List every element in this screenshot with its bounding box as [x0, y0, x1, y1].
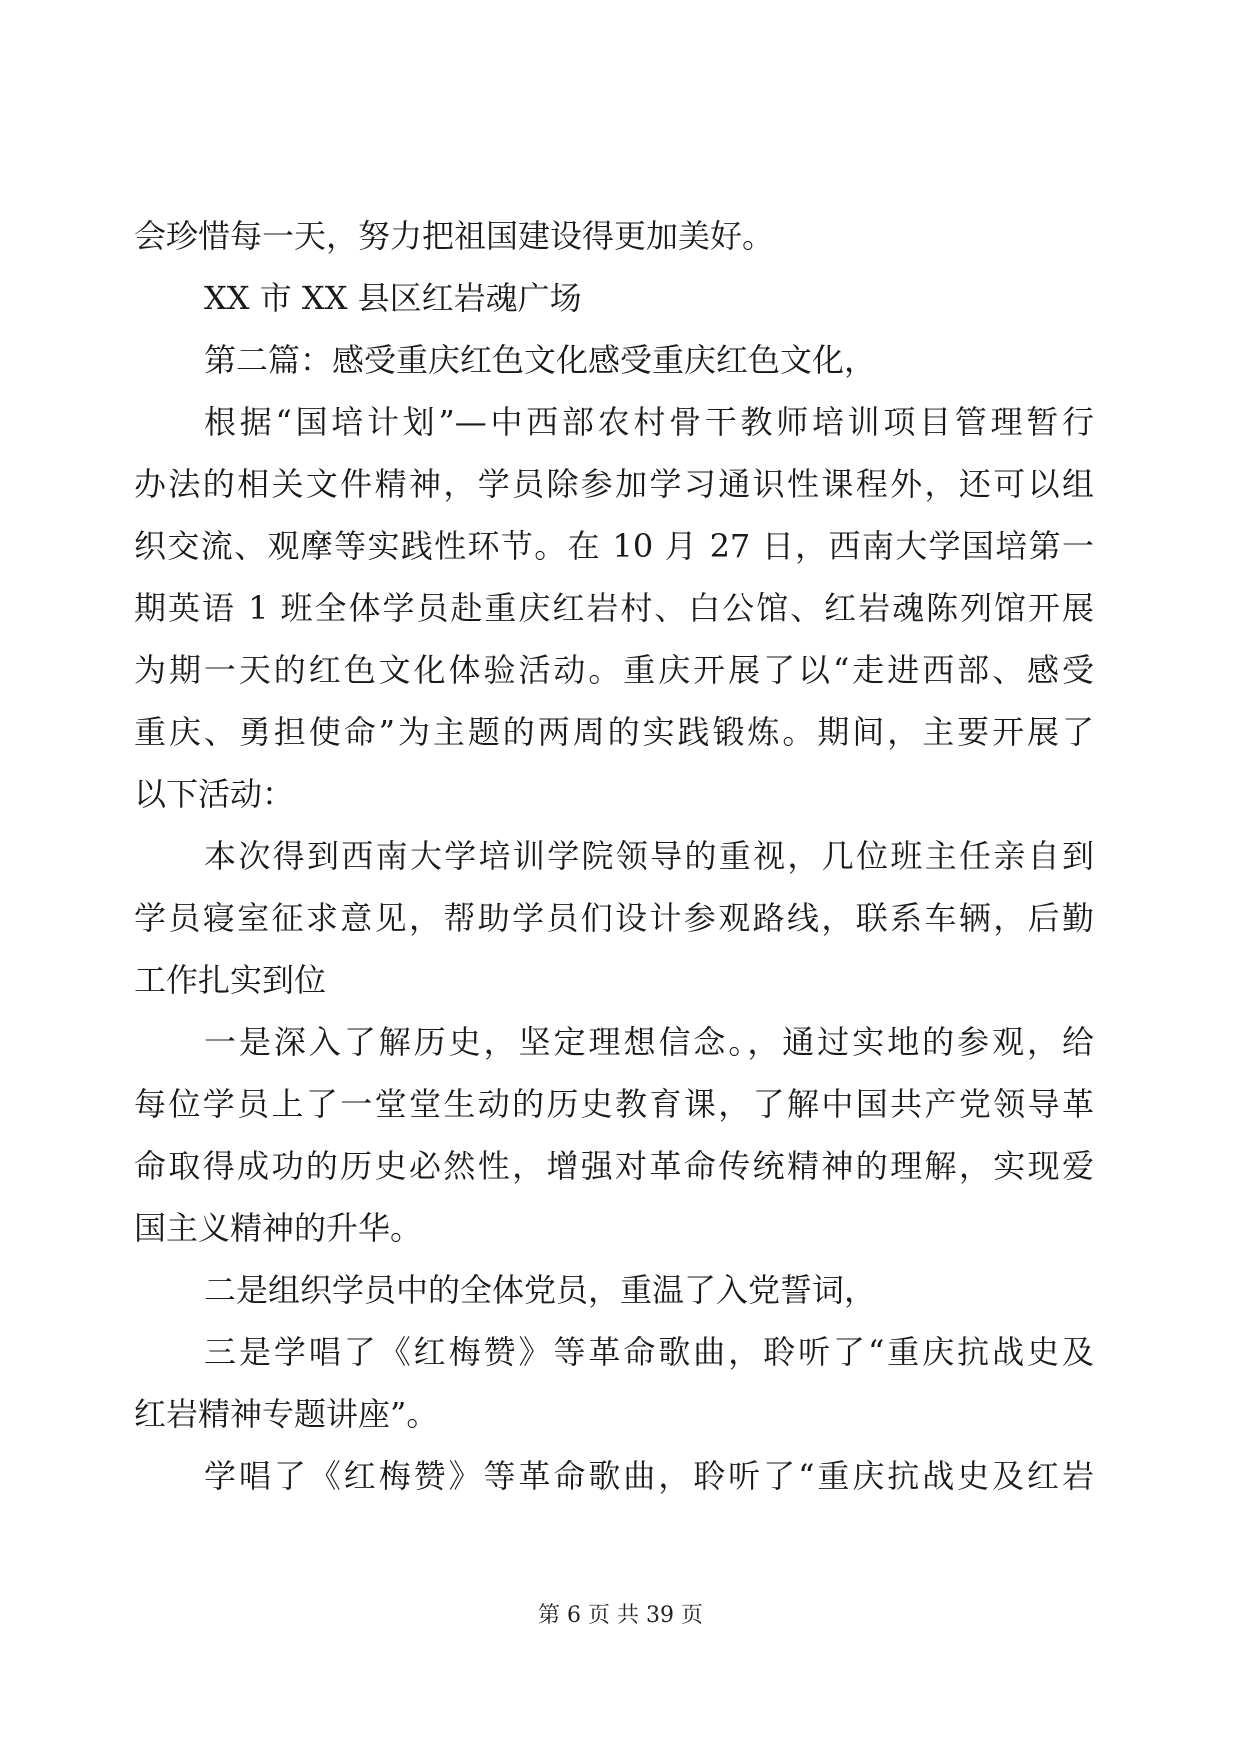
text-line: 国主义精神的升华。 — [134, 1209, 423, 1247]
text-line: 以下活动： — [134, 775, 295, 813]
text-line: 学唱了《红梅赞》等革命歌曲，聆听了“重庆抗战史及红岩 — [204, 1457, 1094, 1495]
text-line: 办法的相关文件精神，学员除参加学习通识性课程外，还可以组 — [134, 465, 1094, 503]
body-text — [134, 205, 1094, 1507]
text-line: 学员寝室征求意见，帮助学员们设计参观路线，联系车辆，后勤 — [134, 899, 1094, 937]
text-line: 三是学唱了《红梅赞》等革命歌曲，聆听了“重庆抗战史及 — [204, 1333, 1094, 1371]
page-footer: 第 6 页 共 39 页 — [538, 1603, 703, 1628]
text-line: 重庆、勇担使命”为主题的两周的实践锻炼。期间，主要开展了 — [134, 713, 1094, 751]
text-line: 红岩精神专题讲座”。 — [134, 1395, 439, 1433]
text-line: XX 市 XX 县区红岩魂广场 — [204, 279, 582, 317]
text-line: 根据“国培计划”—中西部农村骨干教师培训项目管理暂行 — [204, 403, 1094, 441]
text-line: 二是组织学员中的全体党员，重温了入党誓词， — [204, 1271, 877, 1309]
text-line: 每位学员上了一堂堂生动的历史教育课，了解中国共产党领导革 — [134, 1085, 1094, 1123]
text-line: 本次得到西南大学培训学院领导的重视，几位班主任亲自到 — [204, 837, 1094, 875]
text-line: 工作扎实到位 — [134, 961, 327, 999]
text-line: 一是深入了解历史，坚定理想信念。，通过实地的参观，给 — [204, 1023, 1094, 1061]
text-line: 期英语 1 班全体学员赴重庆红岩村、白公馆、红岩魂陈列馆开展 — [134, 589, 1094, 627]
text-line: 为期一天的红色文化体验活动。重庆开展了以“走进西部、感受 — [134, 651, 1094, 689]
text-line: 第二篇：感受重庆红色文化感受重庆红色文化， — [204, 341, 877, 379]
text-line: 会珍惜每一天，努力把祖国建设得更加美好。 — [134, 217, 775, 255]
text-line: 织交流、观摩等实践性环节。在 10 月 27 日，西南大学国培第一 — [134, 527, 1094, 565]
text-line: 命取得成功的历史必然性，增强对革命传统精神的理解，实现爱 — [134, 1147, 1094, 1185]
